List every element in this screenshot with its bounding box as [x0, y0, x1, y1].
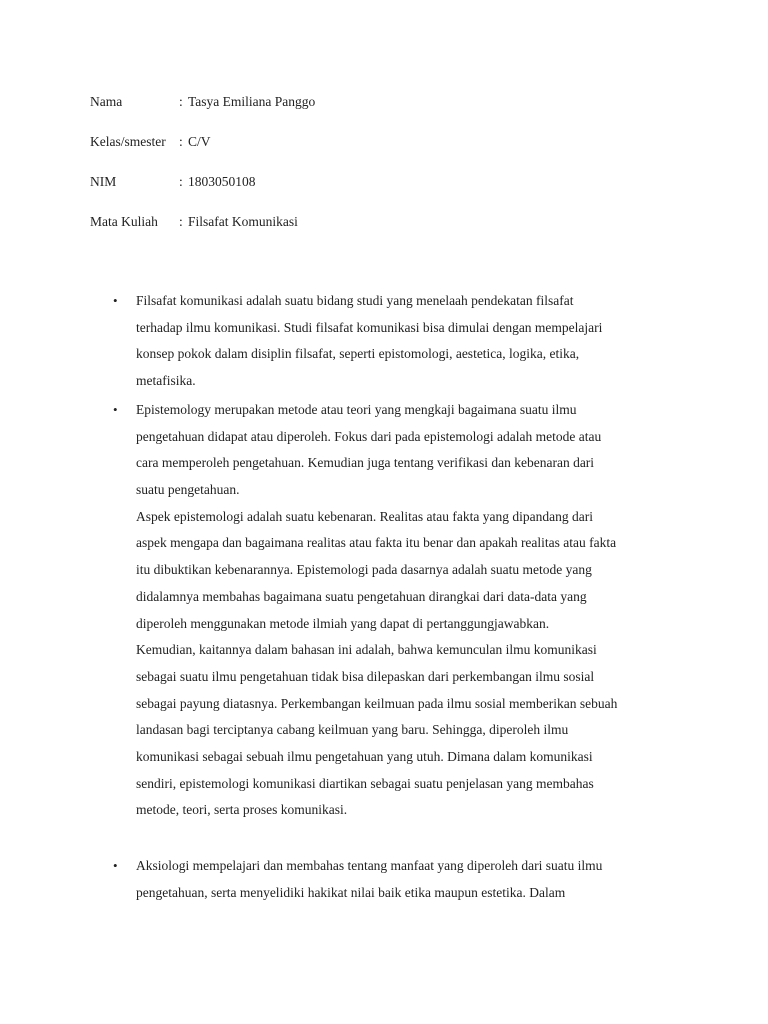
list-item-epistemology: [113, 397, 693, 824]
text-line: komunikasi sebagai sebuah ilmu pengetahuan yang utuh. Dimana dalam komunikasi: [136, 748, 593, 764]
field-kelas-value: C/V: [188, 134, 211, 149]
list-item-text: [136, 288, 693, 395]
field-kelas-colon: :: [179, 134, 183, 149]
text-line: Filsafat komunikasi adalah suatu bidang studi yang menelaah pendekatan filsafat: [136, 293, 574, 308]
text-line: Epistemology merupakan metode atau teori yang mengkaji bagaimana suatu ilmu: [136, 402, 577, 417]
bullet-icon: •: [113, 293, 118, 308]
field-mata-kuliah-value: Filsafat Komunikasi: [188, 214, 298, 229]
field-nama-label: Nama: [90, 94, 123, 109]
bullet-icon: •: [113, 858, 118, 873]
field-mata-kuliah-colon: :: [179, 214, 183, 229]
text-line: aspek mengapa dan bagaimana realitas atau fakta itu benar dan apakah realitas atau fakta: [136, 535, 617, 551]
list-item-aksiologi: [113, 853, 693, 906]
text-line: pengetahuan, serta menyelidiki hakikat nilai baik etika maupun estetika. Dalam: [136, 884, 566, 900]
list-item-text: [136, 397, 693, 824]
field-nim-colon: :: [179, 174, 183, 189]
field-nim-value: 1803050108: [188, 174, 256, 189]
text-line: diperoleh menggunakan metode ilmiah yang dapat di pertanggungjawabkan.: [136, 615, 550, 631]
text-line: Aksiologi mempelajari dan membahas tentang manfaat yang diperoleh dari suatu ilmu: [136, 858, 603, 873]
list-item-text: [136, 853, 693, 906]
text-line: Kemudian, kaitannya dalam bahasan ini adalah, bahwa kemunculan ilmu komunikasi: [136, 642, 597, 658]
field-mata-kuliah-label: Mata Kuliah: [90, 214, 158, 229]
field-kelas-label: Kelas/smester: [90, 134, 166, 149]
text-line: itu dibuktikan kebenarannya. Epistemologi pada dasarnya adalah suatu metode yang: [136, 562, 592, 578]
text-line: sebagai suatu ilmu pengetahuan tidak bisa dilepaskan dari perkembangan ilmu sosial: [136, 668, 595, 684]
text-line: cara memperoleh pengetahuan. Kemudian juga tentang verifikasi dan kebenaran dari: [136, 455, 595, 471]
field-nama-value: Tasya Emiliana Panggo: [188, 94, 316, 109]
field-nim-label: NIM: [90, 174, 117, 189]
text-line: sendiri, epistemologi komunikasi diartikan sebagai suatu penjelasan yang membahas: [136, 775, 594, 791]
text-line: suatu pengetahuan.: [136, 482, 240, 498]
text-line: konsep pokok dalam disiplin filsafat, seperti epistomologi, aestetica, logika, etika,: [136, 346, 580, 362]
text-line: landasan bagi terciptanya cabang keilmuan yang baru. Sehingga, diperoleh ilmu: [136, 722, 569, 738]
list-item-filsafat-komunikasi: [113, 288, 693, 395]
text-line: metode, teori, serta proses komunikasi.: [136, 802, 348, 818]
text-line: sebagai payung diatasnya. Perkembangan keilmuan pada ilmu sosial memberikan sebuah: [136, 695, 618, 711]
text-line: pengetahuan didapat atau diperoleh. Fokus dari pada epistemologi adalah metode atau: [136, 428, 602, 444]
text-line: Aspek epistemologi adalah suatu kebenaran. Realitas atau fakta yang dipandang dari: [136, 508, 593, 524]
field-nama-colon: :: [179, 94, 183, 109]
text-line: metafisika.: [136, 373, 196, 389]
bullet-icon: •: [113, 402, 118, 417]
text-line: didalamnya membahas bagaimana suatu pengetahuan dirangkai dari data-data yang: [136, 588, 587, 604]
text-line: terhadap ilmu komunikasi. Studi filsafat komunikasi bisa dimulai dengan mempelajari: [136, 319, 603, 335]
